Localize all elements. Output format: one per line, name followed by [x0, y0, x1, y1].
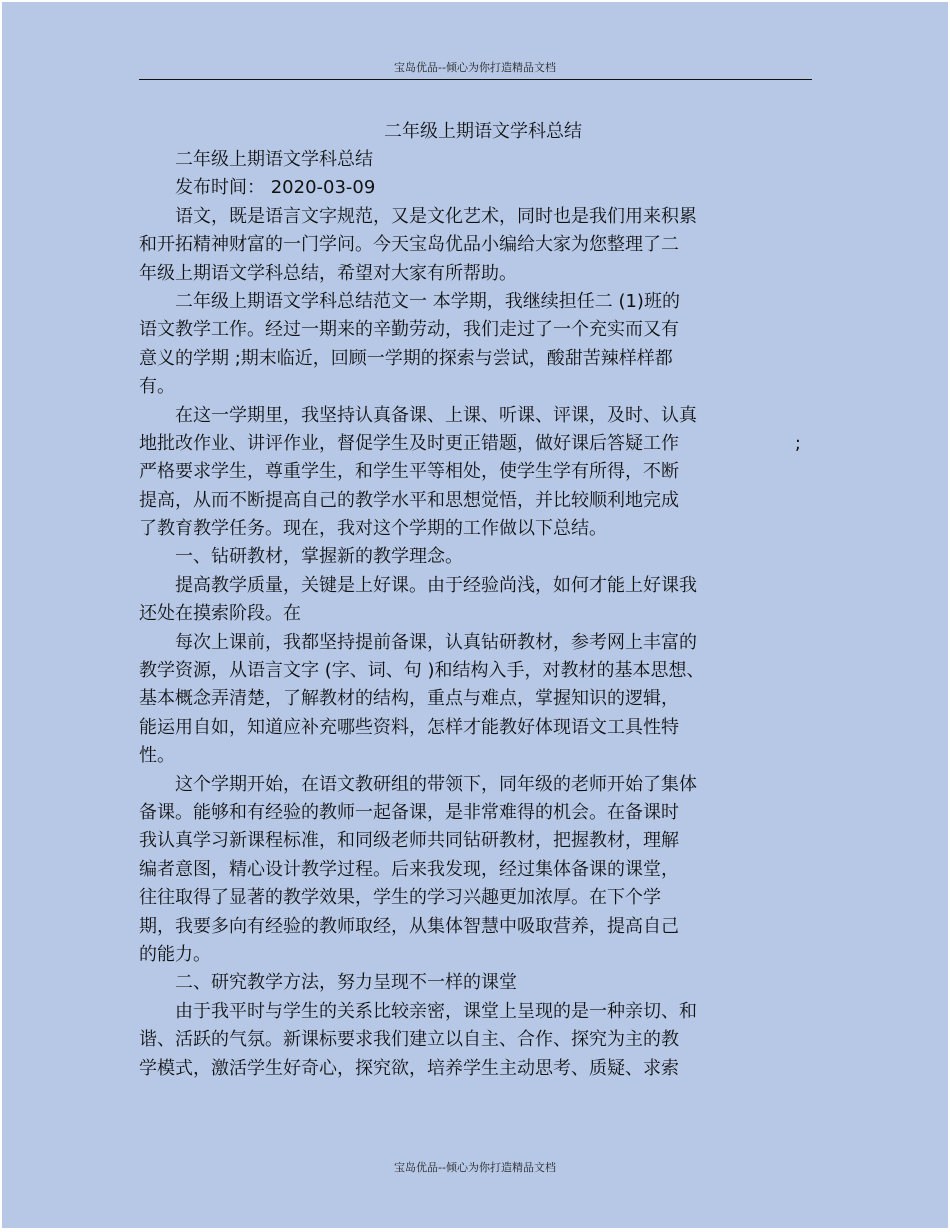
paragraph-row: [139, 430, 815, 458]
paragraph-line: 严格要求学生，尊重学生，和学生平等相处，使学生学有所得，不断: [139, 461, 679, 483]
paragraph-line: 这个学期开始，在语文教研组的带领下，同年级的老师开始了集体: [175, 773, 697, 795]
paragraph-line: 年级上期语文学科总结，希望对大家有所帮助。: [139, 262, 517, 284]
paragraph-line: 提高，从而不断提高自己的教学水平和思想觉悟，并比较顺利地完成: [139, 489, 679, 511]
paragraph-line: 和开拓精神财富的一门学问。今天宝岛优品小编给大家为您整理了二: [139, 234, 679, 256]
paragraph-line: 地批改作业、讲评作业，督促学生及时更正错题，做好课后答疑工作: [139, 432, 679, 454]
paragraph-line: 由于我平时与学生的关系比较亲密，课堂上呈现的是一种亲切、和: [175, 1000, 697, 1022]
line-tail-punctuation: ;: [794, 432, 801, 454]
subtitle-line: 二年级上期语文学科总结: [175, 149, 373, 170]
paragraph-line: 有。: [139, 376, 175, 398]
paragraph-line: 每次上课前，我都坚持提前备课，认真钻研教材，参考网上丰富的: [175, 631, 697, 653]
document-page: [2, 2, 948, 1228]
section-heading: 一、钻研教材，掌握新的教学理念。: [175, 546, 463, 568]
paragraph-line: 往往取得了显著的教学效果，学生的学习兴趣更加浓厚。在下个学: [139, 887, 661, 909]
page-footer: 宝岛优品--倾心为你打造精品文档: [394, 1161, 556, 1174]
paragraph-line: 的能力。: [139, 943, 211, 965]
paragraph-line: 教学资源，从语言文字 (字、词、句 )和结构入手，对教材的基本思想、: [139, 660, 705, 682]
header-divider: [139, 79, 812, 80]
paragraph-line: 意义的学期 ;期末临近，回顾一学期的探索与尝试，酸甜苦辣样样都: [139, 347, 673, 369]
paragraph-line: 学模式，激活学生好奇心，探究欲，培养学生主动思考、质疑、求索: [139, 1057, 679, 1079]
paragraph-line: 还处在摸索阶段。在: [139, 603, 301, 625]
paragraph-line: 语文教学工作。经过一期来的辛勤劳动，我们走过了一个充实而又有: [139, 319, 679, 341]
paragraph-line: 期，我要多向有经验的教师取经，从集体智慧中吸取营养，提高自己: [139, 915, 679, 937]
paragraph-line: 提高教学质量，关键是上好课。由于经验尚浅，如何才能上好课我: [175, 574, 697, 596]
section-heading: 二、研究教学方法，努力呈现不一样的课堂: [175, 972, 517, 994]
document-body: [139, 118, 815, 1083]
paragraph-line: 我认真学习新课程标准，和同级老师共同钻研教材，把握教材，理解: [139, 830, 679, 852]
paragraph-line: 编者意图，精心设计教学过程。后来我发现，经过集体备课的课堂，: [139, 858, 679, 880]
page-header: 宝岛优品--倾心为你打造精品文档: [394, 61, 556, 74]
paragraph-line: 备课。能够和有经验的教师一起备课，是非常难得的机会。在备课时: [139, 801, 679, 823]
paragraph-line: 性。: [139, 745, 175, 767]
paragraph-line: 在这一学期里，我坚持认真备课、上课、听课、评课，及时、认真: [175, 404, 697, 426]
paragraph-line: 二年级上期语文学科总结范文一 本学期，我继续担任二 (1)班的: [175, 290, 680, 312]
document-title: 二年级上期语文学科总结: [384, 121, 582, 142]
publish-date-line: 发布时间： 2020-03-09: [175, 177, 376, 199]
paragraph-line: 谐、活跃的气氛。新课标要求我们建立以自主、合作、探究为主的教: [139, 1029, 679, 1051]
paragraph-line: 了教育教学任务。现在，我对这个学期的工作做以下总结。: [139, 518, 607, 540]
paragraph-line: 能运用自如，知道应补充哪些资料，怎样才能教好体现语文工具性特: [139, 716, 679, 738]
paragraph-line: 语文，既是语言文字规范，又是文化艺术，同时也是我们用来积累: [175, 205, 697, 227]
paragraph-line: 基本概念弄清楚，了解教材的结构，重点与难点，掌握知识的逻辑，: [139, 688, 679, 710]
